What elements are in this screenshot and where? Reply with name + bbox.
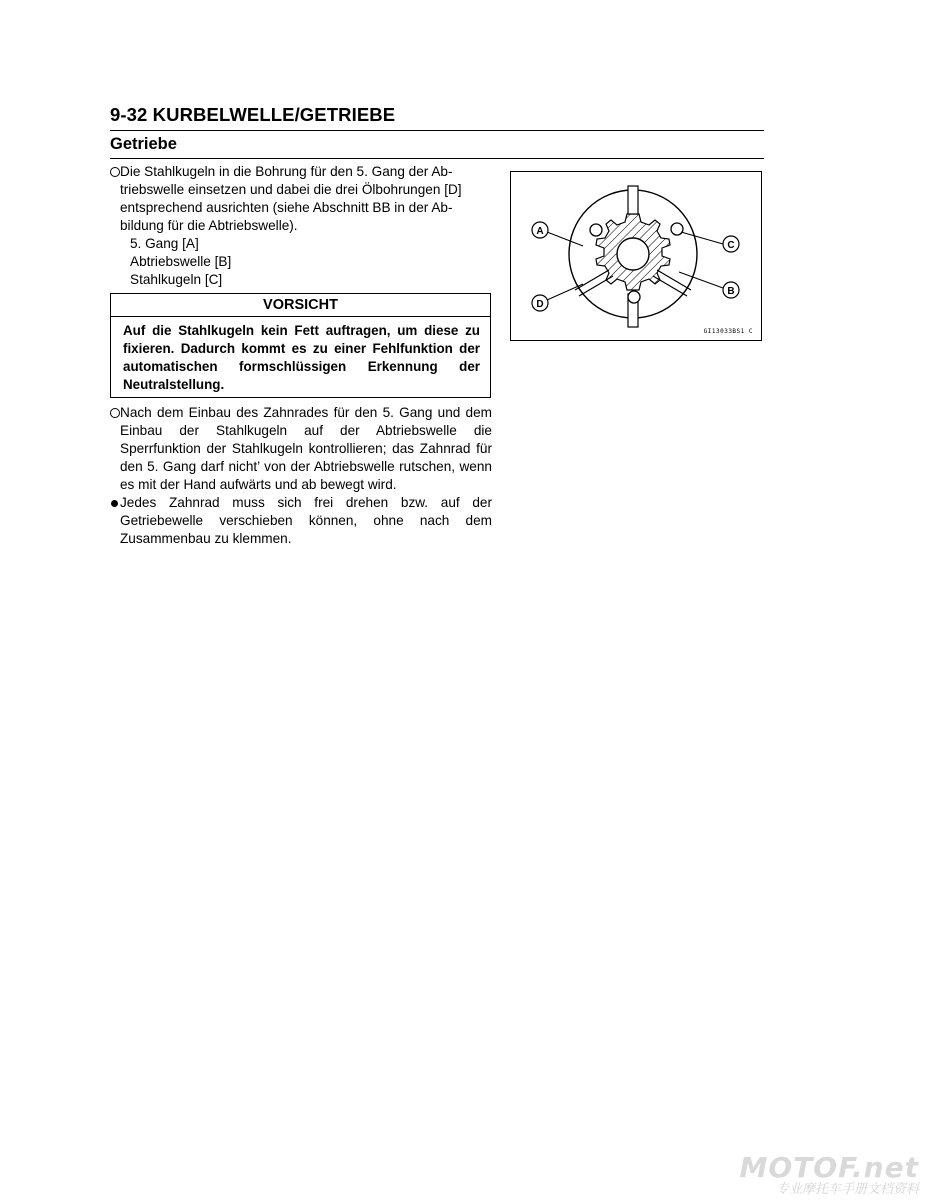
section-title: Getriebe <box>110 135 177 153</box>
p1-line-4: bildung für die Abtriebswelle). <box>120 218 298 233</box>
p3-text: Jedes Zahnrad muss sich frei drehen bzw. auf der Getriebewelle verschieben können, ohne nach dem Zusammenbau zu klemmen. <box>120 495 492 546</box>
hollow-circle-bullet-icon <box>110 408 120 418</box>
p1-line-1: Die Stahlkugeln in die Bohrung für den 5. Gang der Ab- <box>120 164 453 179</box>
shaft-bore <box>617 238 649 270</box>
legend-item: 5. Gang [A] <box>130 236 199 251</box>
p2-text: Nach dem Einbau des Zahnrades für den 5. Gang und dem Einbau der Stahlkugeln auf der Abtriebswelle die Sperrfunktion der Stahlkugeln kontrollieren; das Zahnrad für den 5. Gang darf nicht’ von der Abtriebswelle rutschen, wenn es mit der Hand aufwärts und ab bewegt wird. <box>120 405 492 492</box>
filled-dot-bullet-icon <box>111 500 118 507</box>
watermark <box>739 1151 919 1196</box>
watermark-subtitle: 专业摩托车手册文档资料 <box>775 1181 919 1196</box>
instruction-paragraph-3 <box>110 494 492 548</box>
callout-d-label: D <box>536 299 544 310</box>
caution-heading: VORSICHT <box>111 294 490 317</box>
title-rule <box>110 130 764 131</box>
legend-list <box>130 235 492 289</box>
steel-ball <box>671 223 683 235</box>
text-column <box>110 163 492 548</box>
callout-b-label: B <box>727 286 735 297</box>
figure-code: GI13033BS1 C <box>703 328 753 335</box>
legend-item: Stahlkugeln [C] <box>130 272 223 287</box>
legend-item: Abtriebswelle [B] <box>130 254 232 269</box>
instruction-paragraph-2 <box>110 404 492 494</box>
page-title: 9-32 KURBELWELLE/GETRIEBE <box>110 104 396 125</box>
steel-ball <box>590 224 602 236</box>
hollow-circle-bullet-icon <box>110 167 120 177</box>
oil-hole-top <box>628 186 638 214</box>
steel-ball <box>628 291 640 303</box>
gear-cross-section-diagram <box>511 172 760 339</box>
callout-c-label: C <box>727 240 735 251</box>
caution-text: Auf die Stahlkugeln kein Fett auftragen, um diese zu fixieren. Dadurch kommt es zu einer Fehlfunktion der automatischen formschlüssigen Erkennung der Neutralstellung. <box>123 323 480 392</box>
p1-line-2: triebswelle einsetzen und dabei die drei Ölbohrungen [D] <box>120 182 462 197</box>
watermark-logo: MOTOF.net <box>739 1151 919 1184</box>
leader-d <box>547 284 583 300</box>
gear-figure <box>510 171 762 341</box>
caution-box <box>110 293 491 398</box>
callout-a-label: A <box>536 226 544 237</box>
instruction-paragraph-1 <box>110 163 492 235</box>
p1-line-3: entsprechend ausrichten (siehe Abschnitt BB in der Ab- <box>120 200 453 215</box>
section-rule <box>110 158 764 159</box>
